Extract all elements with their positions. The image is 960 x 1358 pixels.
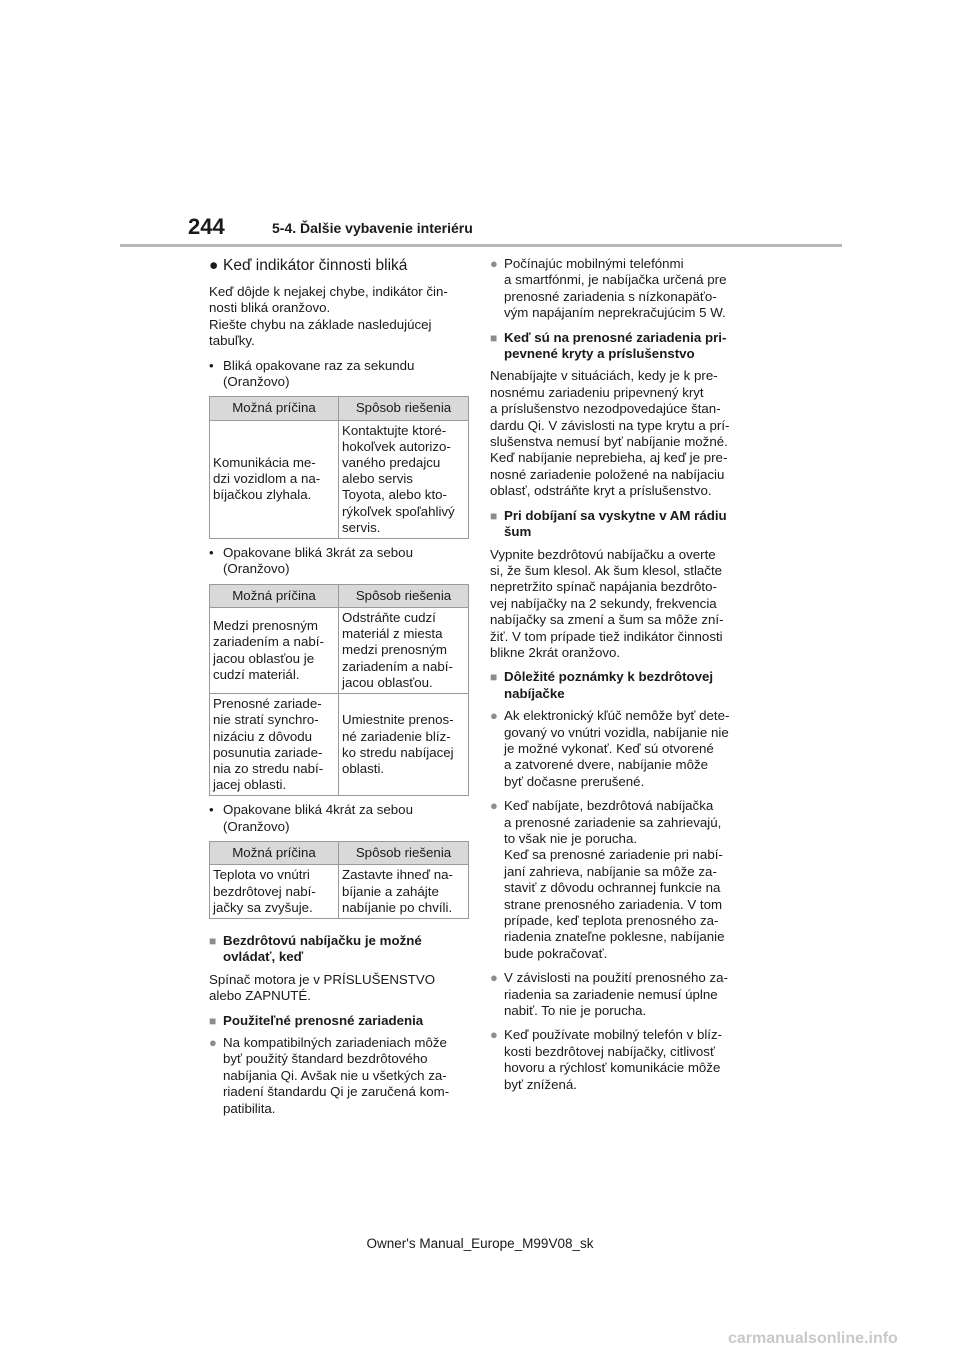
watermark: carmanualsonline.info	[728, 1330, 898, 1347]
table-header-solution: Spôsob riešenia	[339, 397, 469, 420]
case-1: • Bliká opakovane raz za sekundu (Oranžovo)	[209, 357, 415, 390]
table-case-1	[209, 396, 469, 539]
table-row	[210, 608, 469, 694]
solution-cell: Odstráňte cudzí materiál z miesta medzi prenosným zariadením a nabí- jacou oblasťou.	[339, 608, 469, 694]
cause-cell: Komunikácia me- dzi vozidlom a na- bíjačkou zlyhala.	[210, 420, 339, 538]
subheading-covers: ■ Keď sú na prenosné zariadenia pri- pevnené kryty a príslušenstvo	[490, 329, 727, 362]
table-case-3	[209, 841, 469, 919]
solution-cell: Kontaktujte ktoré- hokoľvek autorizo- vaného predajcu alebo servis Toyota, alebo kto- rýkoľvek spoľahlivý servis.	[339, 420, 469, 538]
square-bullet-icon: ■	[490, 670, 498, 685]
table-header-solution: Spôsob riešenia	[339, 842, 469, 865]
square-bullet-icon: ■	[490, 508, 498, 523]
right-column	[490, 256, 752, 1101]
list-item: ● Keď nabíjate, bezdrôtová nabíjačka a prenosné zariadenie sa zahrievajú, to však nie je porucha. Keď sa prenosné zariadenie pri nabí- janí zahrieva, nabíjanie sa môže za- staviť z dôvodu ochrannej funkcie na strane prenosného zariadenia. V tom prípade, keď teplota prenosného za- riadenia znateľne poklesne, nabíjanie bude pokračovať.	[490, 798, 725, 961]
case-2: • Opakovane bliká 3krát za sebou (Oranžovo)	[209, 545, 413, 577]
case-3: • Opakovane bliká 4krát za sebou (Oranžovo)	[209, 802, 413, 834]
table-row	[210, 865, 469, 919]
header-divider	[120, 244, 842, 247]
table-header-solution: Spôsob riešenia	[339, 584, 469, 607]
solution-cell: Zastavte ihneď na- bíjanie a zahájte nabíjanie po chvíli.	[339, 865, 469, 919]
table-header-cause: Možná príčina	[210, 397, 339, 420]
square-bullet-icon: ■	[209, 1013, 217, 1028]
subheading-am-noise: ■ Pri dobíjaní sa vyskytne v AM rádiu šum	[490, 507, 727, 540]
circle-bullet-icon: ●	[209, 1034, 217, 1050]
black-bullet-icon: ●	[209, 257, 219, 274]
table-case-2	[209, 584, 469, 796]
cause-cell: Teplota vo vnútri bezdrôtovej nabí- jačky sa zvyšuje.	[210, 865, 339, 919]
table-header-cause: Možná príčina	[210, 842, 339, 865]
section-title: 5-4. Ďalšie vybavenie interiéru	[272, 220, 473, 236]
table-header-cause: Možná príčina	[210, 584, 339, 607]
circle-bullet-icon: ●	[490, 1027, 498, 1043]
table-row	[210, 420, 469, 538]
circle-bullet-icon: ●	[490, 256, 498, 271]
subheading-devices: ■ Použiteľné prenosné zariadenia	[209, 1012, 424, 1028]
list-item: ● Keď používate mobilný telefón v blíz- kosti bezdrôtovej nabíjačky, citlivosť hovoru a rýchlosť komunikácie môže byť znížená.	[490, 1027, 723, 1092]
covers-text: Nenabíjajte v situáciách, kedy je k pre- nosnému zariadeniu pripevnený kryt a príslušenstvo nezodpovedajúce štan- dardu Qi. V závislosti na type krytu a prí- slušenstva nemusí byť nabíjanie možné. Keď nabíjanie neprebieha, aj keď je pre- nosné zariadenie položené na nabíjaciu oblasť, odstráňte kryt a príslušenstvo.	[490, 368, 730, 499]
list-item: ● Ak elektronický kľúč nemôže byť dete- govaný vo vnútri vozidla, nabíjanie nie je možné vykonať. Keď sú otvorené a zatvorené dvere, nabíjanie môže byť dočasne prerušené.	[490, 708, 730, 789]
list-item: ● Na kompatibilných zariadeniach môže byť použitý štandard bezdrôtového nabíjania Qi. Avšak nie u všetkých za- riadení štandardu Qi je zaručená kom- patibilita.	[209, 1034, 450, 1116]
table-row	[210, 694, 469, 796]
left-column	[209, 256, 469, 1125]
circle-bullet-icon: ●	[490, 708, 498, 724]
square-bullet-icon: ■	[490, 330, 498, 345]
circle-bullet-icon: ●	[490, 970, 498, 986]
list-item: ● V závislosti na použití prenosného za- riadenia sa zariadenie nemusí úplne nabiť. To nie je porucha.	[490, 970, 728, 1019]
footer-text: Owner's Manual_Europe_M99V08_sk	[366, 1236, 594, 1251]
main-heading: ● Keď indikátor činnosti bliká	[209, 257, 408, 274]
small-bullet-icon: •	[209, 357, 214, 373]
square-bullet-icon: ■	[209, 933, 217, 948]
small-bullet-icon: •	[209, 802, 214, 818]
small-bullet-icon: •	[209, 545, 214, 561]
solution-cell: Umiestnite prenos- né zariadenie blíz- ko stredu nabíjacej oblasti.	[339, 694, 469, 796]
intro-text: Keď dôjde k nejakej chybe, indikátor čin- nosti bliká oranžovo. Riešte chybu na základe nasledujúcej tabuľky.	[209, 284, 448, 349]
circle-bullet-icon: ●	[490, 798, 498, 814]
subheading-notes: ■ Dôležité poznámky k bezdrôtovej nabíjačke	[490, 669, 714, 701]
am-noise-text: Vypnite bezdrôtovú nabíjačku a overte si, že šum klesol. Ak šum klesol, stlačte nepretržito spínač napájania bezdrôto- vej nabíjačky na 2 sekundy, frekvencia nabíjačky sa zmení a šum sa môže zní- žiť. V tom prípade tiež indikátor činnosti blikne 2krát oranžovo.	[490, 546, 724, 660]
cause-cell: Prenosné zariade- nie stratí synchro- nizáciu z dôvodu posunutia zariade- nia zo stredu nabí- jacej oblasti.	[210, 694, 339, 796]
page-number: 244	[188, 214, 225, 239]
cause-cell: Medzi prenosným zariadením a nabí- jacou oblasťou je cudzí materiál.	[210, 608, 339, 694]
list-item: ● Počínajúc mobilnými telefónmi a smartfónmi, je nabíjačka určená pre prenosné zariadenia s nízkonapäťo- vým napájaním neprekračujúcim 5 W.	[490, 256, 727, 321]
operable-text: Spínač motora je v PRÍSLUŠENSTVO alebo ZAPNUTÉ.	[209, 971, 436, 1004]
subheading-operable: ■ Bezdrôtovú nabíjačku je možné ovládať, keď	[209, 932, 422, 965]
